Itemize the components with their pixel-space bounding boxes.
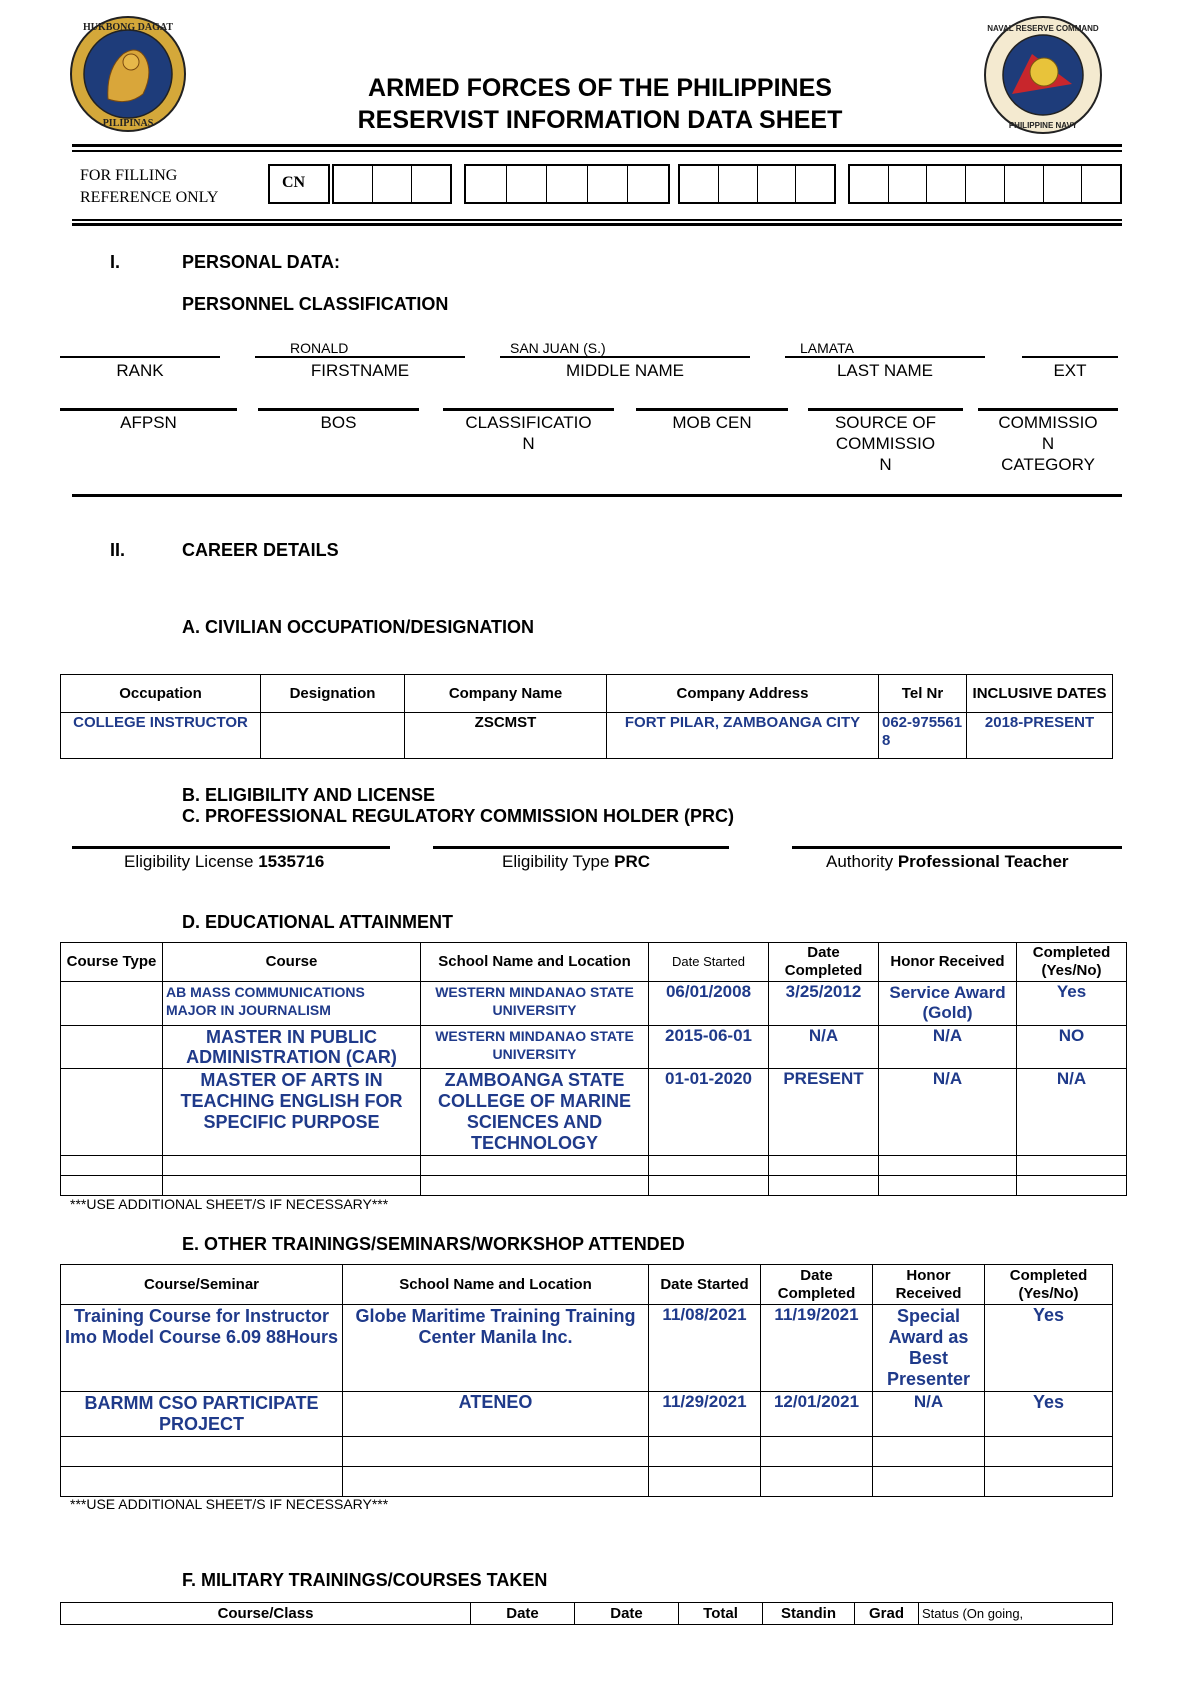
ref-boxes-1[interactable] — [332, 164, 452, 204]
mil-header: Date — [575, 1603, 679, 1625]
tr-cell: BARMM CSO PARTICIPATE PROJECT — [61, 1392, 343, 1437]
svg-text:NAVAL RESERVE COMMAND: NAVAL RESERVE COMMAND — [987, 24, 1099, 33]
civilian-table — [60, 674, 1113, 759]
classification-label: CLASSIFICATIO N — [465, 413, 592, 453]
military-heading: F. MILITARY TRAININGS/COURSES TAKEN — [182, 1570, 548, 1590]
civ-cell — [261, 713, 405, 759]
afpsn-line — [60, 408, 237, 411]
tr-cell: Training Course for Instructor Imo Model Course 6.09 88Hours — [61, 1305, 343, 1392]
rank-line — [60, 356, 220, 358]
civ-cell: FORT PILAR, ZAMBOANGA CITY — [607, 713, 879, 759]
civ-cell: 062-9755618 — [879, 713, 967, 759]
edu-header: Date Started — [649, 943, 769, 982]
firstname-value: RONALD — [290, 340, 349, 356]
civ-header: Company Address — [607, 675, 879, 713]
ext-label: EXT — [1053, 361, 1087, 380]
additional-sheet-note: ***USE ADDITIONAL SHEET/S IF NECESSARY*** — [70, 1196, 389, 1212]
mil-header: Standin — [763, 1603, 855, 1625]
additional-sheet-note-2: ***USE ADDITIONAL SHEET/S IF NECESSARY*** — [70, 1496, 389, 1512]
edu-cell: WESTERN MINDANAO STATE UNIVERSITY — [421, 982, 649, 1026]
tr-cell: Globe Maritime Training Training Center Manila Inc. — [343, 1305, 649, 1392]
classification-line — [443, 408, 614, 411]
mil-header: Course/Class — [61, 1603, 471, 1625]
edu-cell: 3/25/2012 — [769, 982, 879, 1026]
civ-cell: ZSCMST — [405, 713, 607, 759]
mob-line — [636, 408, 788, 411]
education-heading: D. EDUCATIONAL ATTAINMENT — [182, 912, 453, 932]
tr-cell: 12/01/2021 — [761, 1392, 873, 1437]
source-line — [808, 408, 963, 411]
civilian-heading: A. CIVILIAN OCCUPATION/DESIGNATION — [182, 617, 535, 637]
bos-label: BOS — [320, 413, 357, 432]
ref-rule — [72, 223, 1122, 226]
edu-cell: N/A — [1017, 1069, 1127, 1156]
tr-cell: 11/19/2021 — [761, 1305, 873, 1392]
title-line-1: ARMED FORCES OF THE PHILIPPINES — [368, 74, 832, 102]
title-line-2: RESERVIST INFORMATION DATA SHEET — [357, 106, 843, 134]
tr-cell: 11/29/2021 — [649, 1392, 761, 1437]
trainings-table — [60, 1264, 1113, 1497]
top-rule-thin — [72, 150, 1122, 152]
top-rule — [72, 144, 1122, 147]
edu-cell: MASTER OF ARTS IN TEACHING ENGLISH FOR SPECIFIC PURPOSE — [163, 1069, 421, 1156]
edu-cell: 2015-06-01 — [649, 1026, 769, 1069]
ref-boxes-2[interactable] — [464, 164, 670, 204]
edu-header: School Name and Location — [421, 943, 649, 982]
prc-heading: C. PROFESSIONAL REGULATORY COMMISSION HOLDER (PRC) — [182, 806, 735, 826]
edu-cell: N/A — [879, 1069, 1017, 1156]
civ-header: INCLUSIVE DATES — [967, 675, 1113, 713]
edu-header: Completed (Yes/No) — [1017, 943, 1127, 982]
edu-cell — [61, 1026, 163, 1069]
edu-cell: 06/01/2008 — [649, 982, 769, 1026]
civ-header: Company Name — [405, 675, 607, 713]
edu-cell — [61, 1069, 163, 1156]
tr-header: Date Completed — [761, 1265, 873, 1305]
ext-line — [1022, 356, 1118, 358]
education-table — [60, 942, 1127, 1196]
middlename-line — [500, 356, 750, 358]
mil-header: Total — [679, 1603, 763, 1625]
comm-line — [978, 408, 1118, 411]
tr-header: Date Started — [649, 1265, 761, 1305]
lastname-label: LAST NAME — [836, 361, 934, 380]
edu-cell: 01-01-2020 — [649, 1069, 769, 1156]
tr-header: Honor Received — [873, 1265, 985, 1305]
ref-boxes-4[interactable] — [848, 164, 1122, 204]
trainings-heading: E. OTHER TRAININGS/SEMINARS/WORKSHOP ATTENDED — [182, 1234, 685, 1254]
edu-cell: ZAMBOANGA STATE COLLEGE OF MARINE SCIENCES AND TECHNOLOGY — [421, 1069, 649, 1156]
svg-text:PHILIPPINE NAVY: PHILIPPINE NAVY — [1008, 121, 1078, 130]
source-label: SOURCE OF COMMISSIO N — [834, 413, 937, 474]
commission-label: COMMISSIO N CATEGORY — [998, 413, 1098, 474]
personnel-classification: PERSONNEL CLASSIFICATION — [182, 294, 449, 314]
mil-header: Date — [471, 1603, 575, 1625]
edu-header: Course Type — [61, 943, 163, 982]
mob-label: MOB CEN — [672, 413, 752, 432]
edu-cell: MASTER IN PUBLIC ADMINISTRATION (CAR) — [163, 1026, 421, 1069]
civ-header: Tel Nr — [879, 675, 967, 713]
ref-rule-thin — [72, 219, 1122, 221]
middlename-value: SAN JUAN (S.) — [510, 340, 606, 356]
edu-cell: WESTERN MINDANAO STATE UNIVERSITY — [421, 1026, 649, 1069]
tr-cell: Special Award as Best Presenter — [873, 1305, 985, 1392]
tr-header: Course/Seminar — [61, 1265, 343, 1305]
tr-cell: Yes — [985, 1392, 1113, 1437]
section-1-num: I. — [110, 252, 121, 272]
afpsn-label: AFPSN — [120, 413, 177, 432]
elig-type-line — [433, 846, 729, 849]
lastname-value: LAMATA — [800, 340, 854, 356]
ref-boxes-3[interactable] — [678, 164, 836, 204]
edu-cell — [61, 982, 163, 1026]
edu-cell: N/A — [879, 1026, 1017, 1069]
reference-label: FOR FILLING REFERENCE ONLY — [80, 167, 219, 206]
mil-header: Status (On going, — [919, 1603, 1113, 1625]
civ-cell: COLLEGE INSTRUCTOR — [61, 713, 261, 759]
eligibility-type: Eligibility Type PRC — [502, 852, 651, 871]
edu-cell: PRESENT — [769, 1069, 879, 1156]
svg-text:HUKBONG DAGAT: HUKBONG DAGAT — [82, 22, 174, 33]
tr-header: School Name and Location — [343, 1265, 649, 1305]
authority-line — [792, 846, 1122, 849]
firstname-line — [255, 356, 465, 358]
section-1-end-rule — [72, 494, 1122, 497]
section-2-heading: CAREER DETAILS — [182, 540, 339, 560]
tr-cell: 11/08/2021 — [649, 1305, 761, 1392]
middlename-label: MIDDLE NAME — [565, 361, 685, 380]
bos-line — [258, 408, 419, 411]
civ-cell: 2018-PRESENT — [967, 713, 1113, 759]
tr-cell: N/A — [873, 1392, 985, 1437]
edu-cell: NO — [1017, 1026, 1127, 1069]
edu-header: Honor Received — [879, 943, 1017, 982]
edu-header: Course — [163, 943, 421, 982]
edu-cell: N/A — [769, 1026, 879, 1069]
elig-license-line — [72, 846, 390, 849]
tr-header: Completed (Yes/No) — [985, 1265, 1113, 1305]
edu-cell: AB MASS COMMUNICATIONS MAJOR IN JOURNALISM — [163, 982, 421, 1026]
civ-header: Designation — [261, 675, 405, 713]
firstname-label: FIRSTNAME — [310, 361, 410, 380]
section-1-heading: PERSONAL DATA: — [182, 252, 341, 272]
edu-cell: Yes — [1017, 982, 1127, 1026]
svg-text:PILIPINAS: PILIPINAS — [102, 118, 154, 129]
military-table — [60, 1602, 1113, 1625]
civ-header: Occupation — [61, 675, 261, 713]
section-2-num: II. — [110, 540, 126, 560]
tr-cell: ATENEO — [343, 1392, 649, 1437]
lastname-line — [785, 356, 985, 358]
tr-cell: Yes — [985, 1305, 1113, 1392]
edu-cell: Service Award (Gold) — [879, 982, 1017, 1026]
eligibility-heading: B. ELIGIBILITY AND LICENSE — [182, 785, 436, 805]
edu-header: Date Completed — [769, 943, 879, 982]
cn-box: CN — [268, 164, 330, 204]
mil-header: Grad — [855, 1603, 919, 1625]
rank-label: RANK — [116, 361, 164, 380]
authority: Authority Professional Teacher — [826, 852, 1069, 871]
eligibility-license: Eligibility License 1535716 — [124, 852, 325, 871]
